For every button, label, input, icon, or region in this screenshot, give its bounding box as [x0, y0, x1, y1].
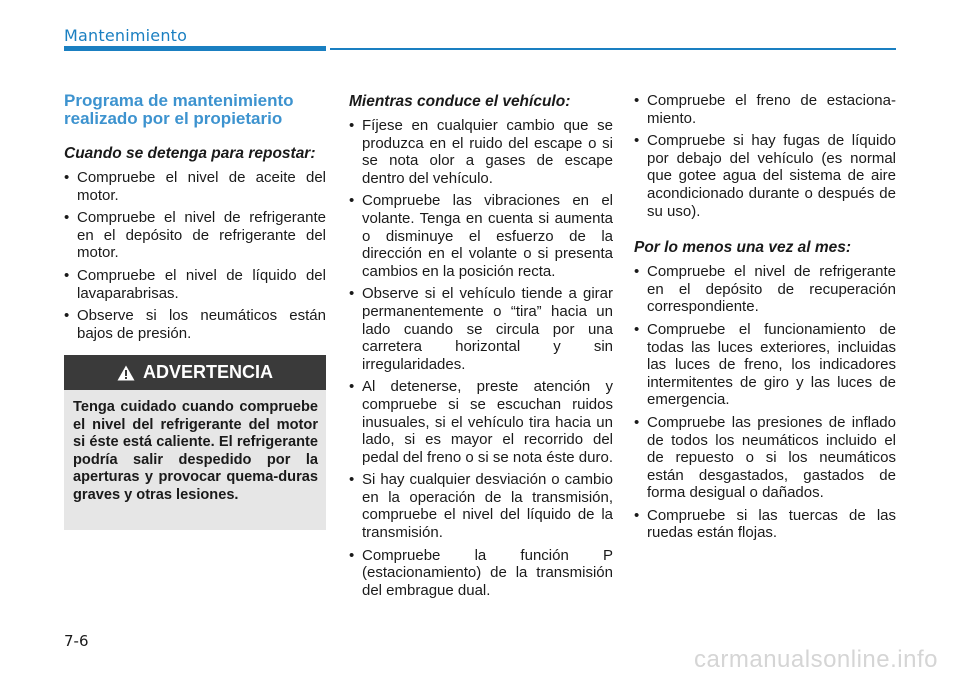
list-item	[349, 192, 613, 280]
warning-header	[64, 355, 326, 390]
list-item	[634, 92, 896, 127]
list-item-text: Compruebe si las tuercas de las ruedas están flojas.	[647, 506, 896, 542]
bullet-icon: •	[634, 413, 640, 431]
list-item	[634, 321, 896, 409]
subheading-driving: Mientras conduce el vehículo:	[349, 93, 571, 110]
list-item-text: Compruebe las vibraciones en el volante. Tenga en cuenta si aumenta o disminuye el esfuerzo de la dirección en el volante o si presenta cambios en la posición recta.	[362, 192, 613, 280]
list-item	[634, 263, 896, 316]
list-item-text: Compruebe las presiones de inflado de todos los neumáticos incluido el de repuesto o si los neumáticos están desgastados, gastados de forma desigual o dañados.	[647, 413, 896, 502]
list-item	[349, 378, 613, 466]
monthly-checklist	[634, 263, 896, 542]
refuel-checklist	[64, 169, 326, 342]
list-item-text: Al detenerse, preste atención y compruebe si se escuchan ruidos inusuales, si el vehículo tira hacia un lado, si es mayor el recorrido del pedal del freno o si se nota éste duro.	[362, 378, 614, 466]
header-rule-thick	[64, 46, 326, 51]
driving-checklist	[349, 117, 613, 599]
list-item	[634, 507, 896, 542]
list-item	[349, 471, 613, 541]
page-number: 7-6	[64, 632, 89, 650]
list-item-text: Compruebe el nivel de líquido del lavaparabrisas.	[77, 266, 326, 302]
subheading-refuel: Cuando se detenga para repostar:	[64, 145, 316, 162]
driving-checklist-continued	[634, 92, 896, 220]
warning-text: Tenga cuidado cuando compruebe el nivel del refrigerante del motor si éste está caliente. El refrigerante podría salir despedido por la aperturas y provocar quema-duras graves y otras lesiones.	[73, 399, 318, 503]
bullet-icon: •	[634, 92, 640, 109]
list-item-text: Compruebe el nivel de refrigerante en el depósito de refrigerante del motor.	[77, 209, 326, 262]
bullet-icon: •	[634, 320, 640, 338]
warning-label: ADVERTENCIA	[142, 362, 273, 382]
list-item	[64, 169, 326, 204]
bullet-icon: •	[349, 471, 355, 489]
bullet-icon: •	[349, 192, 355, 210]
header-rule-thin	[330, 48, 896, 50]
warning-triangle-icon	[117, 365, 135, 381]
watermark: carmanualsonline.info	[694, 646, 938, 673]
bullet-icon: •	[634, 263, 640, 281]
list-item	[64, 209, 326, 262]
bullet-icon: •	[349, 378, 355, 396]
list-item-text: Observe si los neumáticos están bajos de presión.	[77, 307, 326, 342]
column-right	[634, 92, 896, 547]
list-item	[64, 307, 326, 342]
subheading-monthly: Por lo menos una vez al mes:	[634, 239, 852, 257]
list-item-text: Compruebe el nivel de refrigerante en el depósito de recuperación correspondiente.	[647, 263, 896, 316]
section-header: Mantenimiento	[64, 26, 188, 45]
bullet-icon: •	[634, 506, 640, 524]
list-item-text: Observe si el vehículo tiende a girar permanentemente o “tira” hacia un lado cuando se circula por una carretera horizontal y sin irregularidades.	[362, 285, 613, 373]
list-item-text: Compruebe el funcionamiento de todas las luces exteriores, incluidas las luces de freno, los indicadores intermitentes de giro y las luces de emergencia.	[647, 320, 896, 409]
list-item	[349, 285, 613, 373]
bullet-icon: •	[64, 266, 70, 284]
bullet-icon: •	[349, 546, 355, 564]
bullet-icon: •	[349, 117, 355, 134]
list-item-text: Compruebe si hay fugas de líquido por debajo del vehículo (es normal que gotee agua del sistema de aire acondicionado durante o después de su uso).	[647, 132, 896, 220]
column-left	[64, 92, 326, 347]
warning-box	[64, 355, 326, 530]
bullet-icon: •	[64, 209, 70, 227]
list-item-text: Si hay cualquier desviación o cambio en la operación de la transmisión, compruebe el nivel del líquido de la transmisión.	[362, 471, 613, 542]
list-item-text: Compruebe el nivel de aceite del motor.	[77, 169, 326, 204]
list-item	[634, 132, 896, 220]
bullet-icon: •	[349, 285, 355, 303]
bullet-icon: •	[64, 169, 70, 186]
bullet-icon: •	[634, 132, 640, 150]
list-item-text: Fíjese en cualquier cambio que se produzca en el ruido del escape o si se nota olor a gases de escape dentro del vehículo.	[362, 117, 613, 187]
section-title: Programa de mantenimiento realizado por el propietario	[64, 91, 294, 128]
list-item	[349, 547, 613, 600]
list-item	[64, 267, 326, 302]
list-item	[634, 414, 896, 502]
list-item-text: Compruebe la función P (estacionamiento) de la transmisión del embrague dual.	[362, 546, 613, 599]
column-middle	[349, 92, 613, 604]
list-item-text: Compruebe el freno de estaciona-miento.	[647, 92, 896, 127]
bullet-icon: •	[64, 307, 70, 325]
list-item	[349, 117, 613, 187]
